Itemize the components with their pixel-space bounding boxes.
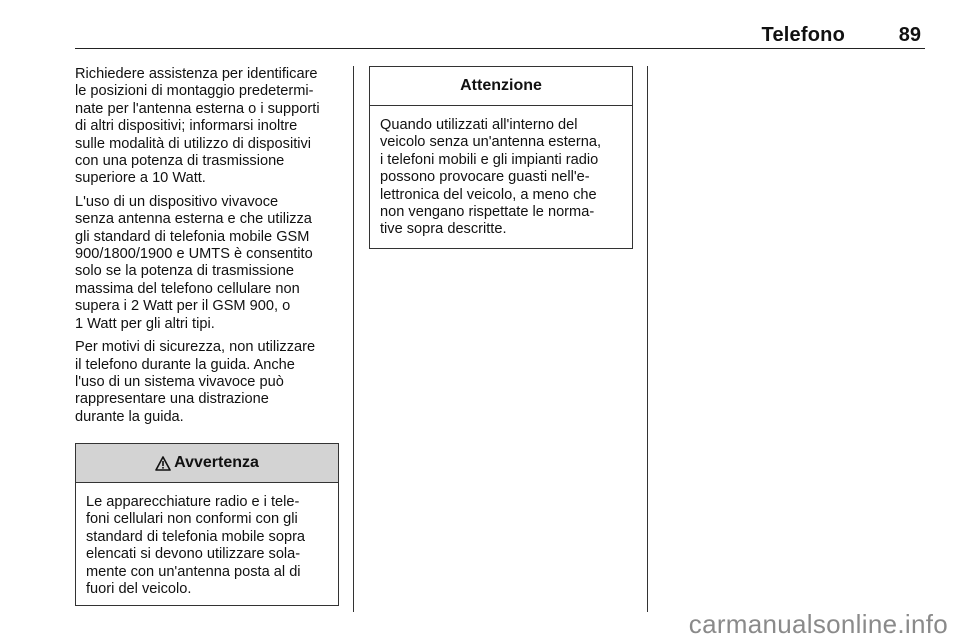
text-line: L'uso di un dispositivo vivavoce	[75, 193, 279, 210]
warning-box-header	[76, 444, 338, 483]
text-line: sulle modalità di utilizzo di dispositivi	[75, 135, 312, 152]
text-line: non vengano rispettate le norma‐	[380, 204, 595, 221]
text-line: solo se la potenza di trasmissione	[75, 263, 295, 280]
text-line: possono provocare guasti nell'e‐	[380, 169, 590, 186]
page-number: 89	[898, 24, 921, 46]
column-divider	[647, 66, 648, 612]
text-line: Per motivi di sicurezza, non utilizzare	[75, 339, 316, 356]
text-line: standard di telefonia mobile sopra	[86, 528, 306, 545]
section-title: Telefono	[761, 24, 845, 46]
page-header	[75, 22, 925, 49]
paragraph-handsfree-power	[75, 194, 339, 333]
text-line: di altri dispositivi; informarsi inoltre	[75, 118, 298, 135]
text-line: rappresentare una distrazione	[75, 391, 269, 408]
text-line: 1 Watt per gli altri tipi.	[75, 315, 215, 332]
text-line: il telefono durante la guida. Anche	[75, 356, 295, 373]
attention-box-header	[370, 67, 632, 106]
warning-box-title: Avvertenza	[174, 454, 259, 471]
text-line: i telefoni mobili e gli impianti radio	[380, 151, 599, 168]
text-line: supera i 2 Watt per il GSM 900, o	[75, 298, 291, 315]
text-line: Le apparecchiature radio e i tele‐	[86, 494, 300, 510]
warning-box-body	[76, 483, 338, 598]
text-line: fuori del veicolo.	[86, 581, 192, 598]
text-line: veicolo senza un'antenna esterna,	[380, 134, 602, 151]
text-line: mente con un'antenna posta al di	[86, 563, 301, 580]
text-line: elencati si devono utilizzare sola‐	[86, 546, 301, 563]
left-column	[75, 66, 339, 432]
text-line: tive sopra descritte.	[380, 221, 507, 238]
text-line: le posizioni di montaggio predetermi‐	[75, 83, 314, 100]
warning-box	[75, 443, 339, 606]
text-line: durante la guida.	[75, 408, 184, 425]
text-line: lettronica del veicolo, a meno che	[380, 186, 597, 203]
text-line: Quando utilizzati all'interno del	[380, 117, 578, 133]
text-line: gli standard di telefonia mobile GSM	[75, 228, 310, 245]
text-line: nate per l'antenna esterna o i supporti	[75, 100, 320, 117]
text-line: massima del telefono cellulare non	[75, 280, 300, 297]
text-line: con una potenza di trasmissione	[75, 153, 285, 170]
attention-box-title: Attenzione	[460, 77, 542, 94]
attention-box-body	[370, 106, 632, 239]
attention-box	[369, 66, 633, 249]
column-divider	[353, 66, 354, 612]
text-line: 900/1800/1900 e UMTS è consentito	[75, 246, 313, 263]
text-line: senza antenna esterna e che utilizza	[75, 211, 312, 228]
text-line: superiore a 10 Watt.	[75, 170, 206, 187]
text-line: foni cellulari non conformi con gli	[86, 511, 298, 528]
site-watermark: carmanualsonline.info	[688, 609, 948, 639]
paragraph-safety-driving	[75, 339, 339, 426]
text-line: l'uso di un sistema vivavoce può	[75, 373, 284, 390]
text-line: Richiedere assistenza per identificare	[75, 66, 318, 82]
warning-triangle-icon	[155, 456, 171, 471]
paragraph-antenna-positions	[75, 66, 339, 188]
